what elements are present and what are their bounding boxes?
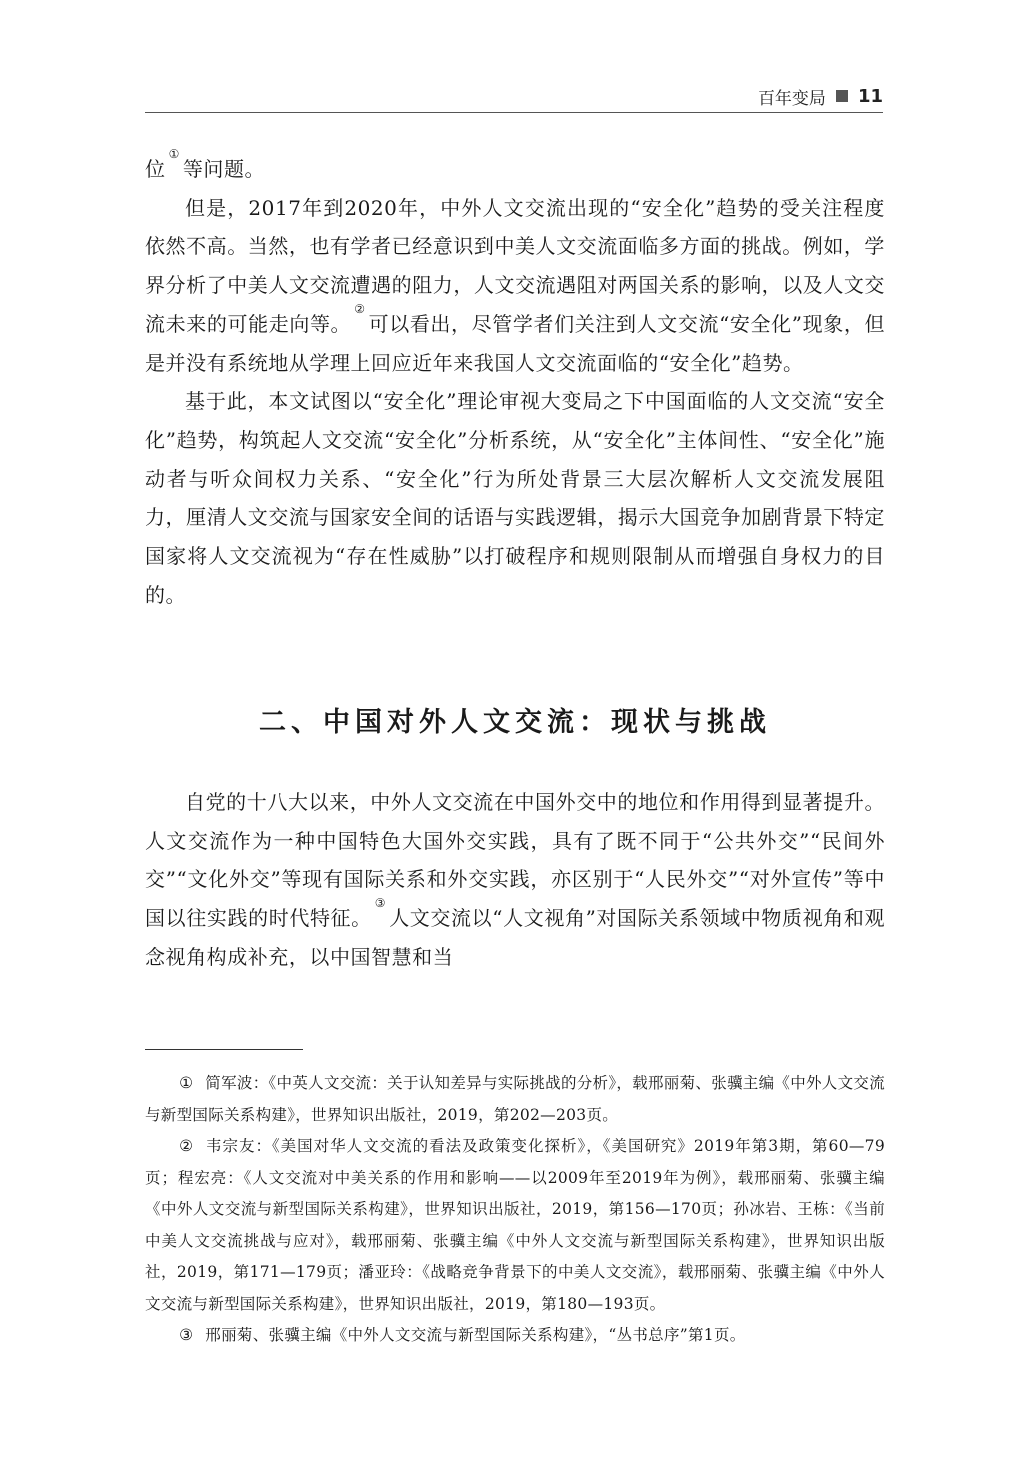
square-separator-icon	[836, 90, 848, 102]
running-header	[145, 80, 883, 113]
footnote-text: 邢丽菊、张骥主编《中外人文交流与新型国际关系构建》，“丛书总序”第1页。	[205, 1326, 746, 1344]
footnote-number: ②	[179, 1137, 194, 1155]
paragraph-text: 等问题。	[182, 157, 266, 181]
paragraph-text: 但是，2017年到2020年，中外人文交流出现的“安全化”趋势的受关注程度依然不高。当然，也有学者已经意识到中美人文交流面临多方面的挑战。例如，学界分析了中美人文交流遭遇的阻力，人文交流遇阻对两国关系的影响，以及人文交流未来的可能走向等。	[145, 195, 885, 336]
section-heading: 二、中国对外人文交流：现状与挑战	[259, 707, 771, 738]
paragraph-continued	[145, 147, 885, 189]
paragraph: 基于此，本文试图以“安全化”理论审视大变局之下中国面临的人文交流“安全化”趋势，构筑起人文交流“安全化”分析系统，从“安全化”主体间性、“安全化”施动者与听众间权力关系、“安全化”行为所处背景三大层次解析人文交流发展阻力，厘清人文交流与国家安全间的话语与实践逻辑，揭示大国竞争加剧背景下特定国家将人文交流视为“存在性威胁”以打破程序和规则限制从而增强自身权力的目的。	[145, 389, 885, 607]
paragraph-text: 人文交流以“人文视角”对国际关系领域中物质视角和观念视角构成补充，以中国智慧和当	[145, 906, 886, 969]
footnote-text: 简军波：《中英人文交流：关于认知差异与实际挑战的分析》，载邢丽菊、张骥主编《中外人文交流与新型国际关系构建》，世界知识出版社，2019，第202—203页。	[145, 1074, 885, 1124]
footnote-3	[145, 1320, 885, 1352]
running-title: 百年变局	[757, 88, 826, 109]
body-text-top	[145, 147, 886, 614]
footnote-text: 韦宗友：《美国对华人文交流的看法及政策变化探析》，《美国研究》2019年第3期，第60—79页；程宏亮：《人文交流对中美关系的作用和影响——以2009年至2019年为例》，载邢丽菊、张骥主编《中外人文交流与新型国际关系构建》，世界知识出版社，2019，第156—170页；孙冰岩、王栋：《当前中美人文交流挑战与应对》，载邢丽菊、张骥主编《中外人文交流与新型国际关系构建》，世界知识出版社，2019，第171—179页；潘亚玲：《战略竞争背景下的中美人文交流》，载邢丽菊、张骥主编《中外人文交流与新型国际关系构建》，世界知识出版社，2019，第180—193页。	[145, 1137, 885, 1313]
footnote-number: ①	[179, 1074, 194, 1092]
footnote-ref-3[interactable]: ③	[374, 896, 387, 911]
paragraph-text: 位	[145, 157, 166, 181]
body-text-section	[145, 783, 885, 977]
footnotes	[145, 1068, 885, 1352]
paragraph	[145, 189, 885, 383]
footnote-1	[145, 1068, 885, 1131]
footnote-ref-2[interactable]: ②	[354, 301, 366, 316]
footnote-2	[145, 1131, 885, 1320]
page-number: 11	[857, 85, 883, 107]
paragraph-text: 可以看出，尽管学者们关注到人文交流“安全化”现象，但是并没有系统地从学理上回应近年来我国人文交流面临的“安全化”趋势。	[145, 311, 886, 375]
paragraph-text: 自党的十八大以来，中外人文交流在中国外交中的地位和作用得到显著提升。人文交流作为一种中国特色大国外交实践，具有了既不同于“公共外交”“民间外交”“文化外交”等现有国际关系和外交实践，亦区别于“人民外交”“对外宣传”等中国以往实践的时代特征。	[145, 790, 885, 931]
footnote-number: ③	[179, 1326, 194, 1344]
footnote-divider	[145, 1049, 303, 1050]
footnote-ref-1[interactable]: ①	[168, 147, 180, 161]
paragraph	[145, 783, 885, 977]
